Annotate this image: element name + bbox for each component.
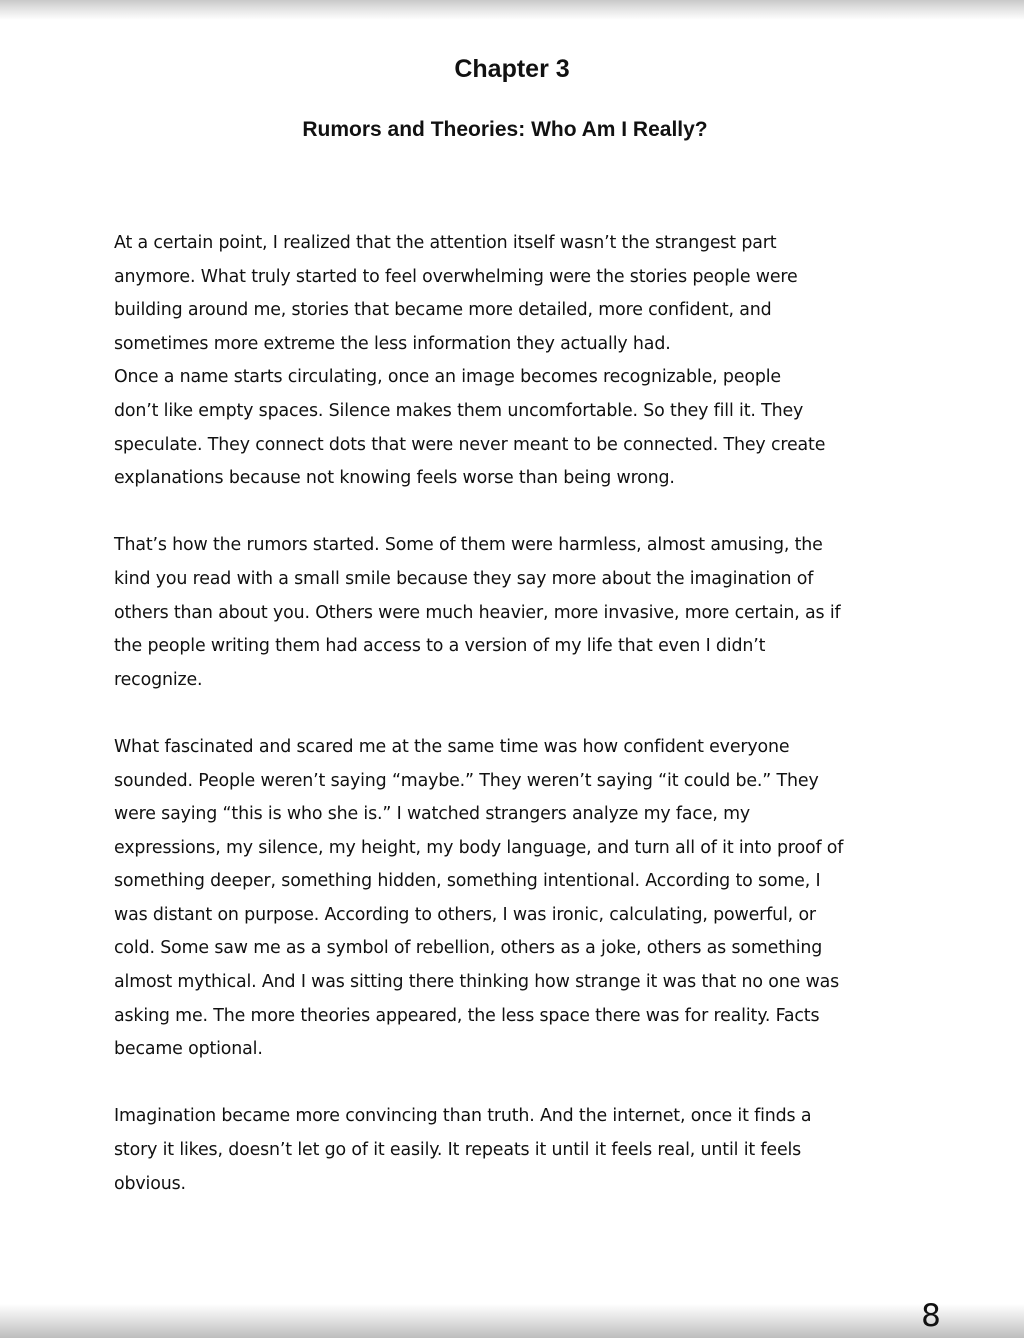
- paragraph: What fascinated and scared me at the same time was how confident everyone sounded. People weren’t saying “maybe.” They weren’t saying “it could be.” They were saying “this is who she is.” I watched strangers analyze my face, my expressions, my silence, my height, my body language, and turn all of it into proof of something deeper, something hidden, something intentional. According to some, I was distant on purpose. According to others, I was ironic, calculating, powerful, or cold. Some saw me as a symbol of rebellion, others as a joke, others as something almost mythical. And I was sitting there thinking how strange it was that no one was asking me. The more theories appeared, the less space there was for reality. Facts became optional.: [114, 736, 844, 1060]
- paragraph: That’s how the rumors started. Some of them were harmless, almost amusing, the kind you read with a small smile because they say more about the imagination of others than about you. Others were much heavier, more invasive, more certain, as if the people writing them had access to a version of my life that even I didn’t recognize.: [114, 535, 841, 690]
- chapter-body: [114, 227, 914, 1235]
- page-top-edge: [0, 0, 1024, 20]
- paragraph: Imagination became more convincing than truth. And the internet, once it finds a story it likes, doesn’t let go of it easily. It repeats it until it feels real, until it feels obvious.: [114, 1106, 812, 1194]
- page-bottom-edge: [0, 1304, 1024, 1338]
- chapter-subtitle: Rumors and Theories: Who Am I Really?: [302, 118, 708, 141]
- page-number: 8: [921, 1298, 941, 1334]
- paragraph: At a certain point, I realized that the attention itself wasn’t the strangest part anymore. What truly started to feel overwhelming were the stories people were building around me, stories that became more detailed, more confident, and sometimes more extreme the less information they actually had. Once a name starts circulating, once an image becomes recognizable, people don’t like empty spaces. Silence makes them uncomfortable. So they fill it. They speculate. They connect dots that were never meant to be connected. They create explanations because not knowing feels worse than being wrong.: [114, 233, 826, 489]
- chapter-title: Chapter 3: [454, 55, 570, 83]
